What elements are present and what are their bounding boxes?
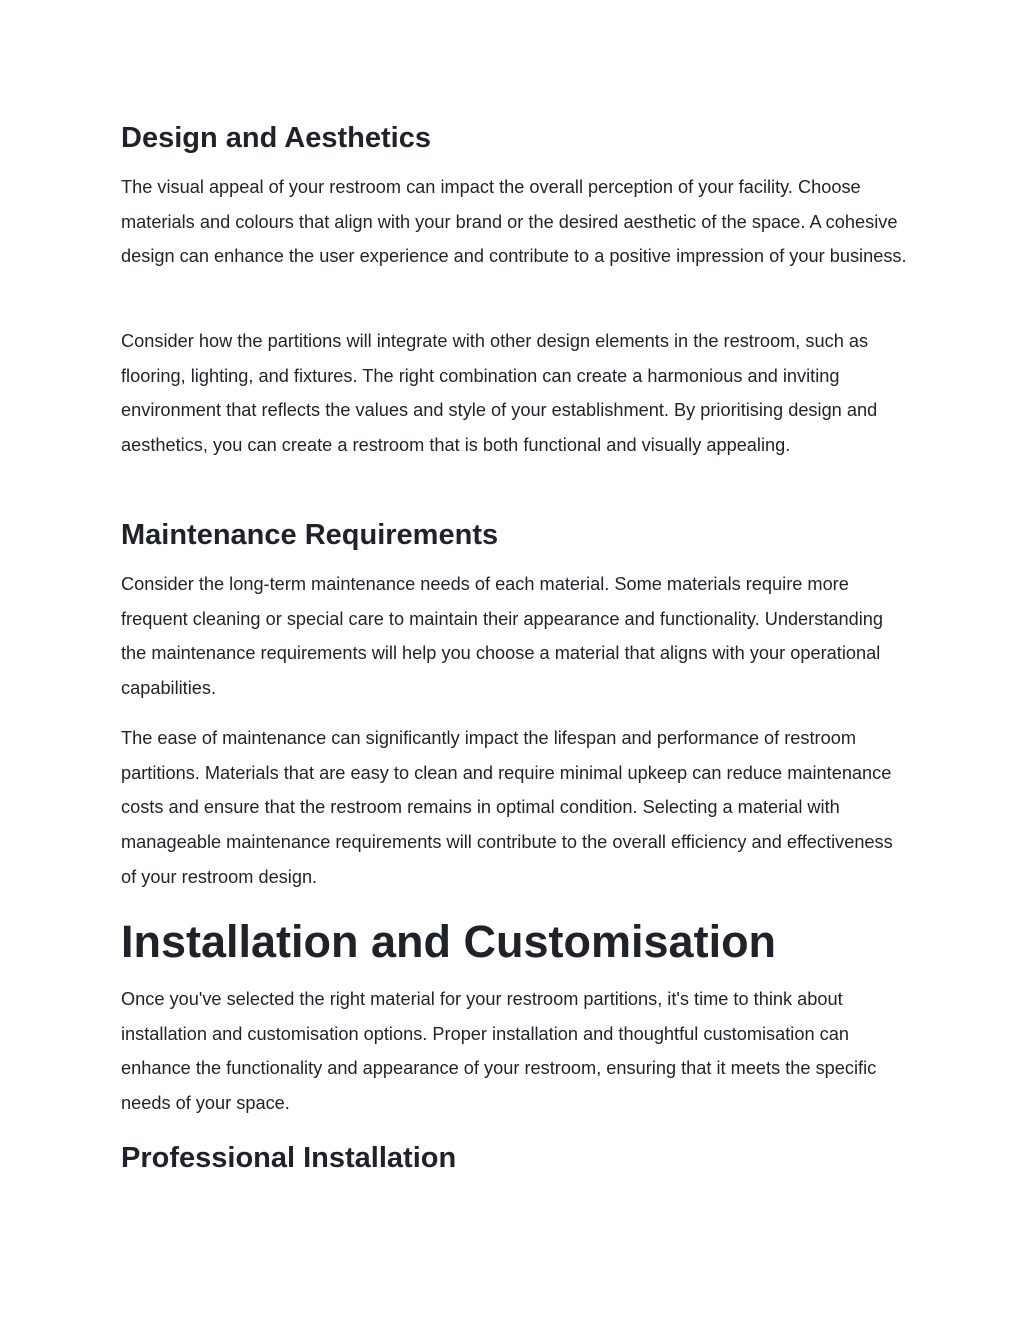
heading-design-aesthetics: Design and Aesthetics <box>121 122 431 154</box>
paragraph-maintenance-2: The ease of maintenance can significantly impact the lifespan and performance of restroom partitions. Materials that are easy to clean and require minimal upkeep can reduce maintenance costs and ensure that the restroom remains in optimal condition. Selecting a material with manageable maintenance requirements will contribute to the overall efficiency and effectiveness of your restroom design. <box>121 728 893 887</box>
paragraph-installation-1: Once you've selected the right material for your restroom partitions, it's time to think about installation and customisation options. Proper installation and thoughtful customisation can enhance the functionality and appearance of your restroom, ensuring that it meets the specific needs of your space. <box>121 989 877 1114</box>
paragraph-design-1: The visual appeal of your restroom can impact the overall perception of your facility. Choose materials and colours that align with your brand or the desired aesthetic of the space. A cohesive design can enhance the user experience and contribute to a positive impression of your business. <box>121 177 907 267</box>
paragraph-design-2: Consider how the partitions will integrate with other design elements in the restroom, such as flooring, lighting, and fixtures. The right combination can create a harmonious and inviting environment that reflects the values and style of your establishment. By prioritising design and aesthetics, you can create a restroom that is both functional and visually appealing. <box>121 331 878 456</box>
paragraph-maintenance-1: Consider the long-term maintenance needs of each material. Some materials require more frequent cleaning or special care to maintain their appearance and functionality. Understanding the maintenance requirements will help you choose a material that aligns with your operational capabilities. <box>121 574 883 699</box>
heading-installation-customisation: Installation and Customisation <box>121 916 777 967</box>
heading-maintenance-requirements: Maintenance Requirements <box>121 519 499 551</box>
heading-professional-installation: Professional Installation <box>121 1142 457 1174</box>
